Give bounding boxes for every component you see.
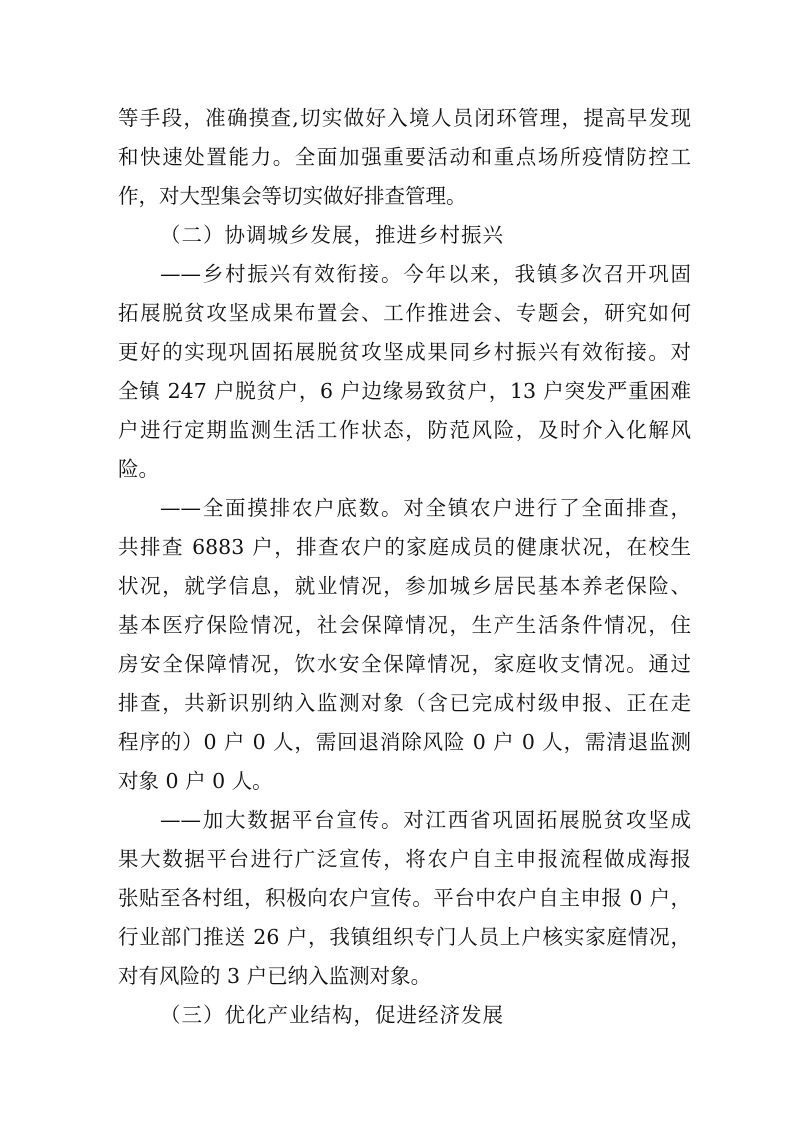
text-line: 等手段，准确摸查,切实做好入境人员闭环管理，提高早发现 xyxy=(118,106,691,130)
text-line: 房安全保障情况，饮水安全保障情况，家庭收支情况。通过 xyxy=(118,652,691,676)
text-line: 共排查 6883 户，排查农户的家庭成员的健康状况，在校生 xyxy=(118,535,691,559)
section-heading: （三）优化产业结构，促进经济发展 xyxy=(160,1003,504,1027)
text-line: 基本医疗保险情况，社会保障情况，生产生活条件情况，住 xyxy=(118,613,691,637)
text-line: 排查，共新识别纳入监测对象（含已完成村级申报、正在走 xyxy=(118,691,691,715)
text-line: 和快速处置能力。全面加强重要活动和重点场所疫情防控工 xyxy=(118,145,691,169)
text-line: 对有风险的 3 户已纳入监测对象。 xyxy=(118,964,432,988)
paragraph xyxy=(118,255,691,489)
text-line: 果大数据平台进行广泛宣传，将农户自主申报流程做成海报 xyxy=(118,847,691,871)
text-line: 作，对大型集会等切实做好排查管理。 xyxy=(118,184,467,208)
text-line: ——全面摸排农户底数。对全镇农户进行了全面排查， xyxy=(160,496,691,520)
text-line: 拓展脱贫攻坚成果布置会、工作推进会、专题会，研究如何 xyxy=(118,301,691,325)
text-line: 程序的）0 户 0 人，需回退消除风险 0 户 0 人，需清退监测 xyxy=(118,730,691,754)
text-line: ——加大数据平台宣传。对江西省巩固拓展脱贫攻坚成 xyxy=(160,808,691,832)
paragraph xyxy=(118,489,691,801)
text-line: ——乡村振兴有效衔接。今年以来，我镇多次召开巩固 xyxy=(160,262,691,286)
document-page xyxy=(118,99,691,1035)
text-line: 更好的实现巩固拓展脱贫攻坚成果同乡村振兴有效衔接。对 xyxy=(118,340,691,364)
paragraph xyxy=(118,99,691,216)
text-line: 状况，就学信息，就业情况，参加城乡居民基本养老保险、 xyxy=(118,574,691,598)
text-line: 张贴至各村组，积极向农户宣传。平台中农户自主申报 0 户， xyxy=(118,886,691,910)
text-line: 行业部门推送 26 户，我镇组织专门人员上户核实家庭情况， xyxy=(118,925,691,949)
text-line: 险。 xyxy=(118,457,159,481)
section-heading: （二）协调城乡发展，推进乡村振兴 xyxy=(160,223,504,247)
paragraph xyxy=(118,801,691,996)
text-line: 对象 0 户 0 人。 xyxy=(118,769,273,793)
text-line: 全镇 247 户脱贫户，6 户边缘易致贫户，13 户突发严重困难 xyxy=(118,379,691,403)
text-line: 户进行定期监测生活工作状态，防范风险，及时介入化解风 xyxy=(118,418,691,442)
